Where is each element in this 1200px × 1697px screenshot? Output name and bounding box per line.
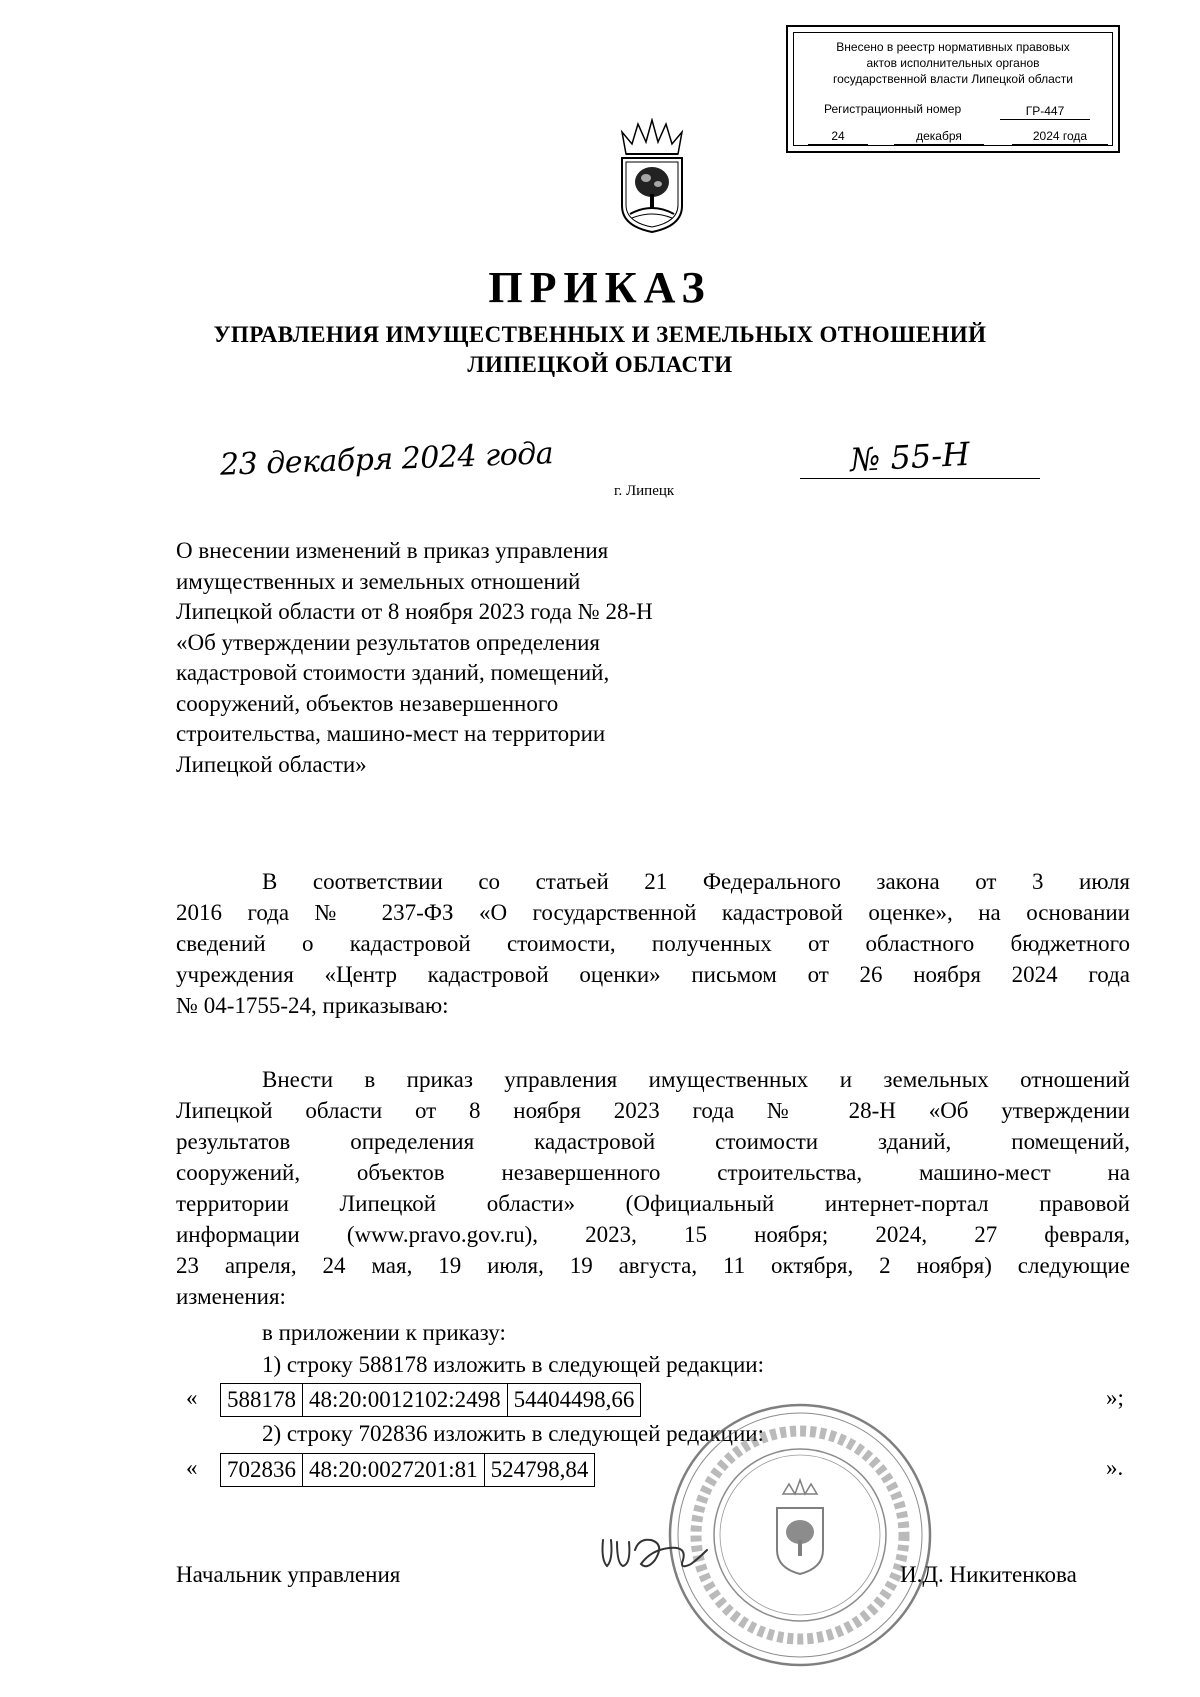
handwritten-number: № 55-Н — [849, 434, 971, 480]
order-paragraph — [176, 1064, 1130, 1312]
quote-close: ». — [1106, 1455, 1124, 1480]
table-cell-cadastral-number: 48:20:0012102:2498 — [303, 1384, 508, 1417]
subject-line: Липецкой области» — [176, 751, 367, 777]
registry-line-1: Внесено в реестр нормативных правовых — [836, 40, 1070, 54]
subject-line: «Об утверждении результатов определения — [176, 629, 601, 655]
document-subject — [176, 536, 653, 780]
paragraph-line: 23 апреля, 24 мая, 19 июля, 19 августа, 11 октября, 2 ноября) следующие — [176, 1253, 1130, 1278]
quote-open: « — [186, 1385, 198, 1410]
registry-number-label: Регистрационный номер — [824, 102, 962, 116]
registry-line-2: актов исполнительных органов — [866, 56, 1040, 70]
paragraph-line: В соответствии со статьей 21 Федерального закона от 3 июля — [262, 869, 1130, 894]
registry-stamp — [786, 25, 1120, 153]
paragraph-line: Липецкой области от 8 ноября 2023 года № 28-Н «Об утверждении — [176, 1098, 1130, 1123]
subject-line: строительства, машино-мест на территории — [176, 721, 606, 746]
subject-line: О внесении изменений в приказ управления — [176, 538, 609, 563]
paragraph-line: изменения: — [176, 1284, 286, 1309]
handwritten-date: 23 декабря 2024 года — [219, 436, 554, 483]
signatory-position: Начальник управления — [176, 1562, 401, 1587]
coat-of-arms-icon — [612, 118, 692, 236]
registry-stamp-inner — [793, 32, 1113, 146]
item-1-intro: 1) строку 588178 изложить в следующей редакции: — [262, 1352, 764, 1377]
registry-date-row — [794, 128, 1112, 146]
signatory-name: И.Д. Никитенкова — [900, 1562, 1077, 1587]
paragraph-line: № 04-1755-24, приказываю: — [176, 993, 449, 1018]
registry-number-value: ГР-447 — [1000, 103, 1090, 120]
subject-line: кадастровой стоимости зданий, помещений, — [176, 660, 610, 685]
registry-number-row — [794, 101, 1112, 119]
issuer-line-2: ЛИПЕЦКОЙ ОБЛАСТИ — [467, 352, 733, 377]
subject-line: Липецкой области от 8 ноября 2023 года № 28-Н — [176, 599, 653, 624]
subject-line: сооружений, объектов незавершенного — [176, 690, 559, 716]
quote-open: « — [186, 1455, 198, 1480]
table-cell-cadastral-value: 54404498,66 — [507, 1384, 641, 1417]
table-cell-row-number: 588178 — [221, 1384, 303, 1417]
table-cell-cadastral-number: 48:20:0027201:81 — [303, 1454, 485, 1487]
paragraph-line: учреждения «Центр кадастровой оценки» письмом от 26 ноября 2024 года — [176, 962, 1130, 987]
registry-date-year: 2024 года — [1012, 128, 1108, 145]
registry-date-day: 24 — [808, 128, 868, 145]
registry-date-month: декабря — [894, 128, 984, 145]
table-cell-row-number: 702836 — [221, 1454, 303, 1487]
city: г. Липецк — [614, 483, 675, 499]
registry-line-3: государственной власти Липецкой области — [832, 72, 1074, 86]
paragraph-line: результатов определения кадастровой стоимости зданий, помещений, — [176, 1129, 1130, 1154]
paragraph-line: сооружений, объектов незавершенного строительства, машино-мест на — [176, 1160, 1130, 1185]
handwritten-signature-icon — [595, 1520, 715, 1580]
paragraph-line: территории Липецкой области» (Официальный интернет-портал правовой — [176, 1191, 1130, 1216]
paragraph-line: информации (www.pravo.gov.ru), 2023, 15 ноября; 2024, 27 февраля, — [176, 1222, 1130, 1247]
document-title: ПРИКАЗ — [488, 263, 712, 312]
item-2-intro: 2) строку 702836 изложить в следующей редакции: — [262, 1421, 764, 1446]
preamble-paragraph — [176, 866, 1130, 1021]
paragraph-line: сведений о кадастровой стоимости, полученных от областного бюджетного — [176, 931, 1130, 956]
paragraph-line: Внести в приказ управления имущественных и земельных отношений — [262, 1067, 1130, 1092]
item-1-table — [220, 1383, 641, 1417]
table-row — [221, 1384, 641, 1417]
issuer-line-1: УПРАВЛЕНИЯ ИМУЩЕСТВЕННЫХ И ЗЕМЕЛЬНЫХ ОТНОШЕНИЙ — [213, 322, 987, 347]
item-2-table — [220, 1453, 595, 1487]
table-row — [221, 1454, 595, 1487]
quote-close: »; — [1106, 1385, 1124, 1410]
paragraph-line: 2016 года № 237-ФЗ «О государственной кадастровой оценке», на основании — [176, 900, 1130, 925]
subject-line: имущественных и земельных отношений — [176, 568, 581, 594]
table-cell-cadastral-value: 524798,84 — [484, 1454, 595, 1487]
number-underline — [800, 478, 1040, 479]
appendix-line: в приложении к приказу: — [262, 1320, 506, 1345]
